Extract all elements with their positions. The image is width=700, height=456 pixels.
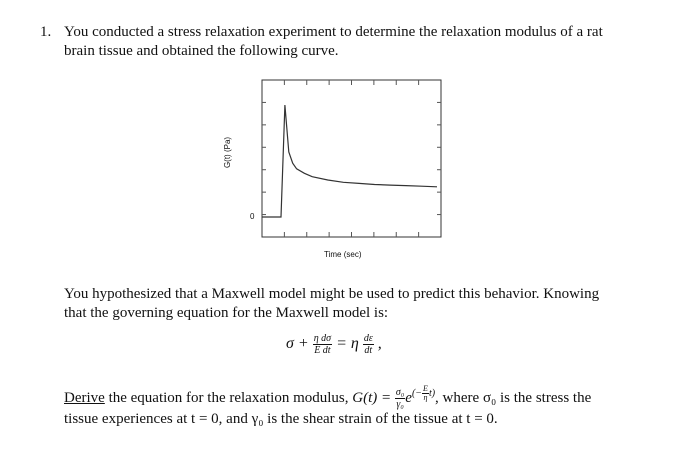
derive-word: Derive	[64, 390, 105, 406]
derive-fraction	[395, 387, 405, 410]
derive-fraction-num: σ₀	[395, 387, 405, 399]
eq-sigma: σ +	[286, 335, 309, 353]
derive-g: G(t) =	[352, 390, 395, 406]
question-line-2: brain tissue and obtained the following curve.	[64, 43, 339, 59]
question-line-1: You conducted a stress relaxation experiment to determine the relaxation modulus of a rat	[64, 24, 603, 40]
derive-text-1: the equation for the relaxation modulus,	[104, 390, 353, 406]
question-number: 1.	[40, 24, 52, 40]
maxwell-equation	[286, 333, 382, 356]
derive-exp-fraction	[422, 385, 429, 402]
derive-line-2: tissue experiences at t = 0, and γ₀ is the shear strain of the tissue at t = 0.	[64, 411, 498, 427]
chart-border	[262, 80, 441, 237]
derive-exp-close: t)	[428, 388, 436, 399]
y-axis-label: G(t) (Pa)	[223, 136, 233, 169]
eq-tail: ,	[377, 335, 382, 353]
eq-fraction-2	[363, 333, 374, 356]
derive-text-2: , where σ₀ is the stress the	[435, 390, 592, 406]
eq-fraction-2-den: dt	[364, 345, 373, 356]
derive-exp: e	[405, 390, 412, 406]
eq-fraction-2-num: dε	[363, 333, 373, 344]
eq-equals: = η	[336, 335, 359, 353]
eq-fraction-1	[313, 333, 332, 356]
y-tick-zero: 0	[250, 212, 255, 221]
chart-frame	[262, 80, 441, 237]
derive-fraction-den: γ₀	[396, 399, 404, 411]
x-axis-label: Time (sec)	[324, 250, 362, 259]
eq-fraction-1-den: E dt	[314, 345, 331, 356]
derive-exp-den: η	[423, 393, 428, 403]
derive-line-1	[64, 384, 591, 410]
hypothesis-line-1: You hypothesized that a Maxwell model might be used to predict this behavior. Knowing	[64, 286, 600, 302]
derive-exp-num: E	[423, 384, 428, 394]
chart-ticks	[262, 80, 441, 237]
derive-exponent	[411, 384, 436, 403]
eq-fraction-1-num: η dσ	[313, 333, 332, 344]
relaxation-curve	[262, 105, 437, 217]
derive-exp-open: (−	[411, 388, 423, 399]
hypothesis-line-2: that the governing equation for the Maxwell model is:	[64, 305, 389, 321]
